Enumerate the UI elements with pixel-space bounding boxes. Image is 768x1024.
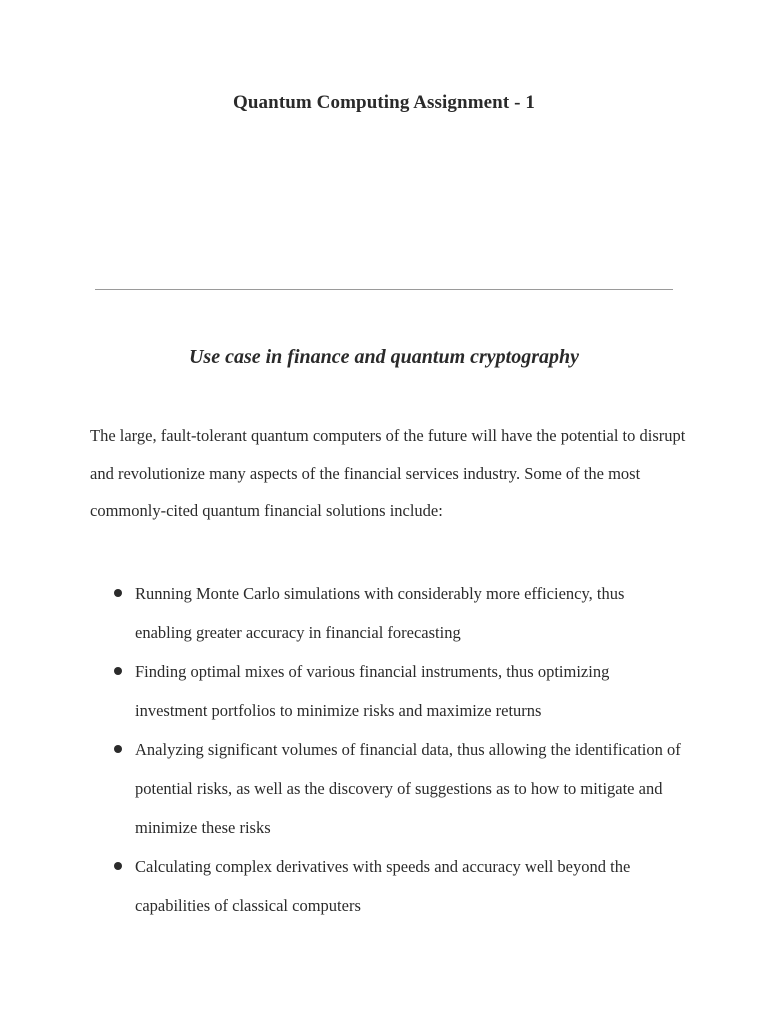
intro-paragraph: The large, fault-tolerant quantum computers of the future will have the potential to disrupt and revolutionize many aspects of the financial services industry. Some of the most commonly-cited quantum financial solutions include: xyxy=(90,426,686,520)
bullet-list xyxy=(0,574,768,925)
bullet-text: Running Monte Carlo simulations with considerably more efficiency, thus enabling greater accuracy in financial forecasting xyxy=(135,584,625,642)
horizontal-divider xyxy=(95,289,673,290)
bullet-text: Calculating complex derivatives with speeds and accuracy well beyond the capabilities of classical computers xyxy=(135,857,631,915)
bullet-item xyxy=(0,574,685,652)
bullet-point-icon xyxy=(114,667,122,675)
bullet-point-icon xyxy=(114,745,122,753)
document-title: Quantum Computing Assignment - 1 xyxy=(233,92,535,113)
bullet-item xyxy=(0,847,685,925)
bullet-point-icon xyxy=(114,862,122,870)
bullet-text: Analyzing significant volumes of financial data, thus allowing the identification of potential risks, as well as the discovery of suggestions as to how to mitigate and minimize these risks xyxy=(135,740,681,837)
bullet-point-icon xyxy=(114,589,122,597)
bullet-text: Finding optimal mixes of various financial instruments, thus optimizing investment portfolios to minimize risks and maximize returns xyxy=(135,662,610,720)
bullet-item xyxy=(0,730,685,847)
section-heading: Use case in finance and quantum cryptography xyxy=(188,346,580,368)
bullet-item xyxy=(0,652,685,730)
